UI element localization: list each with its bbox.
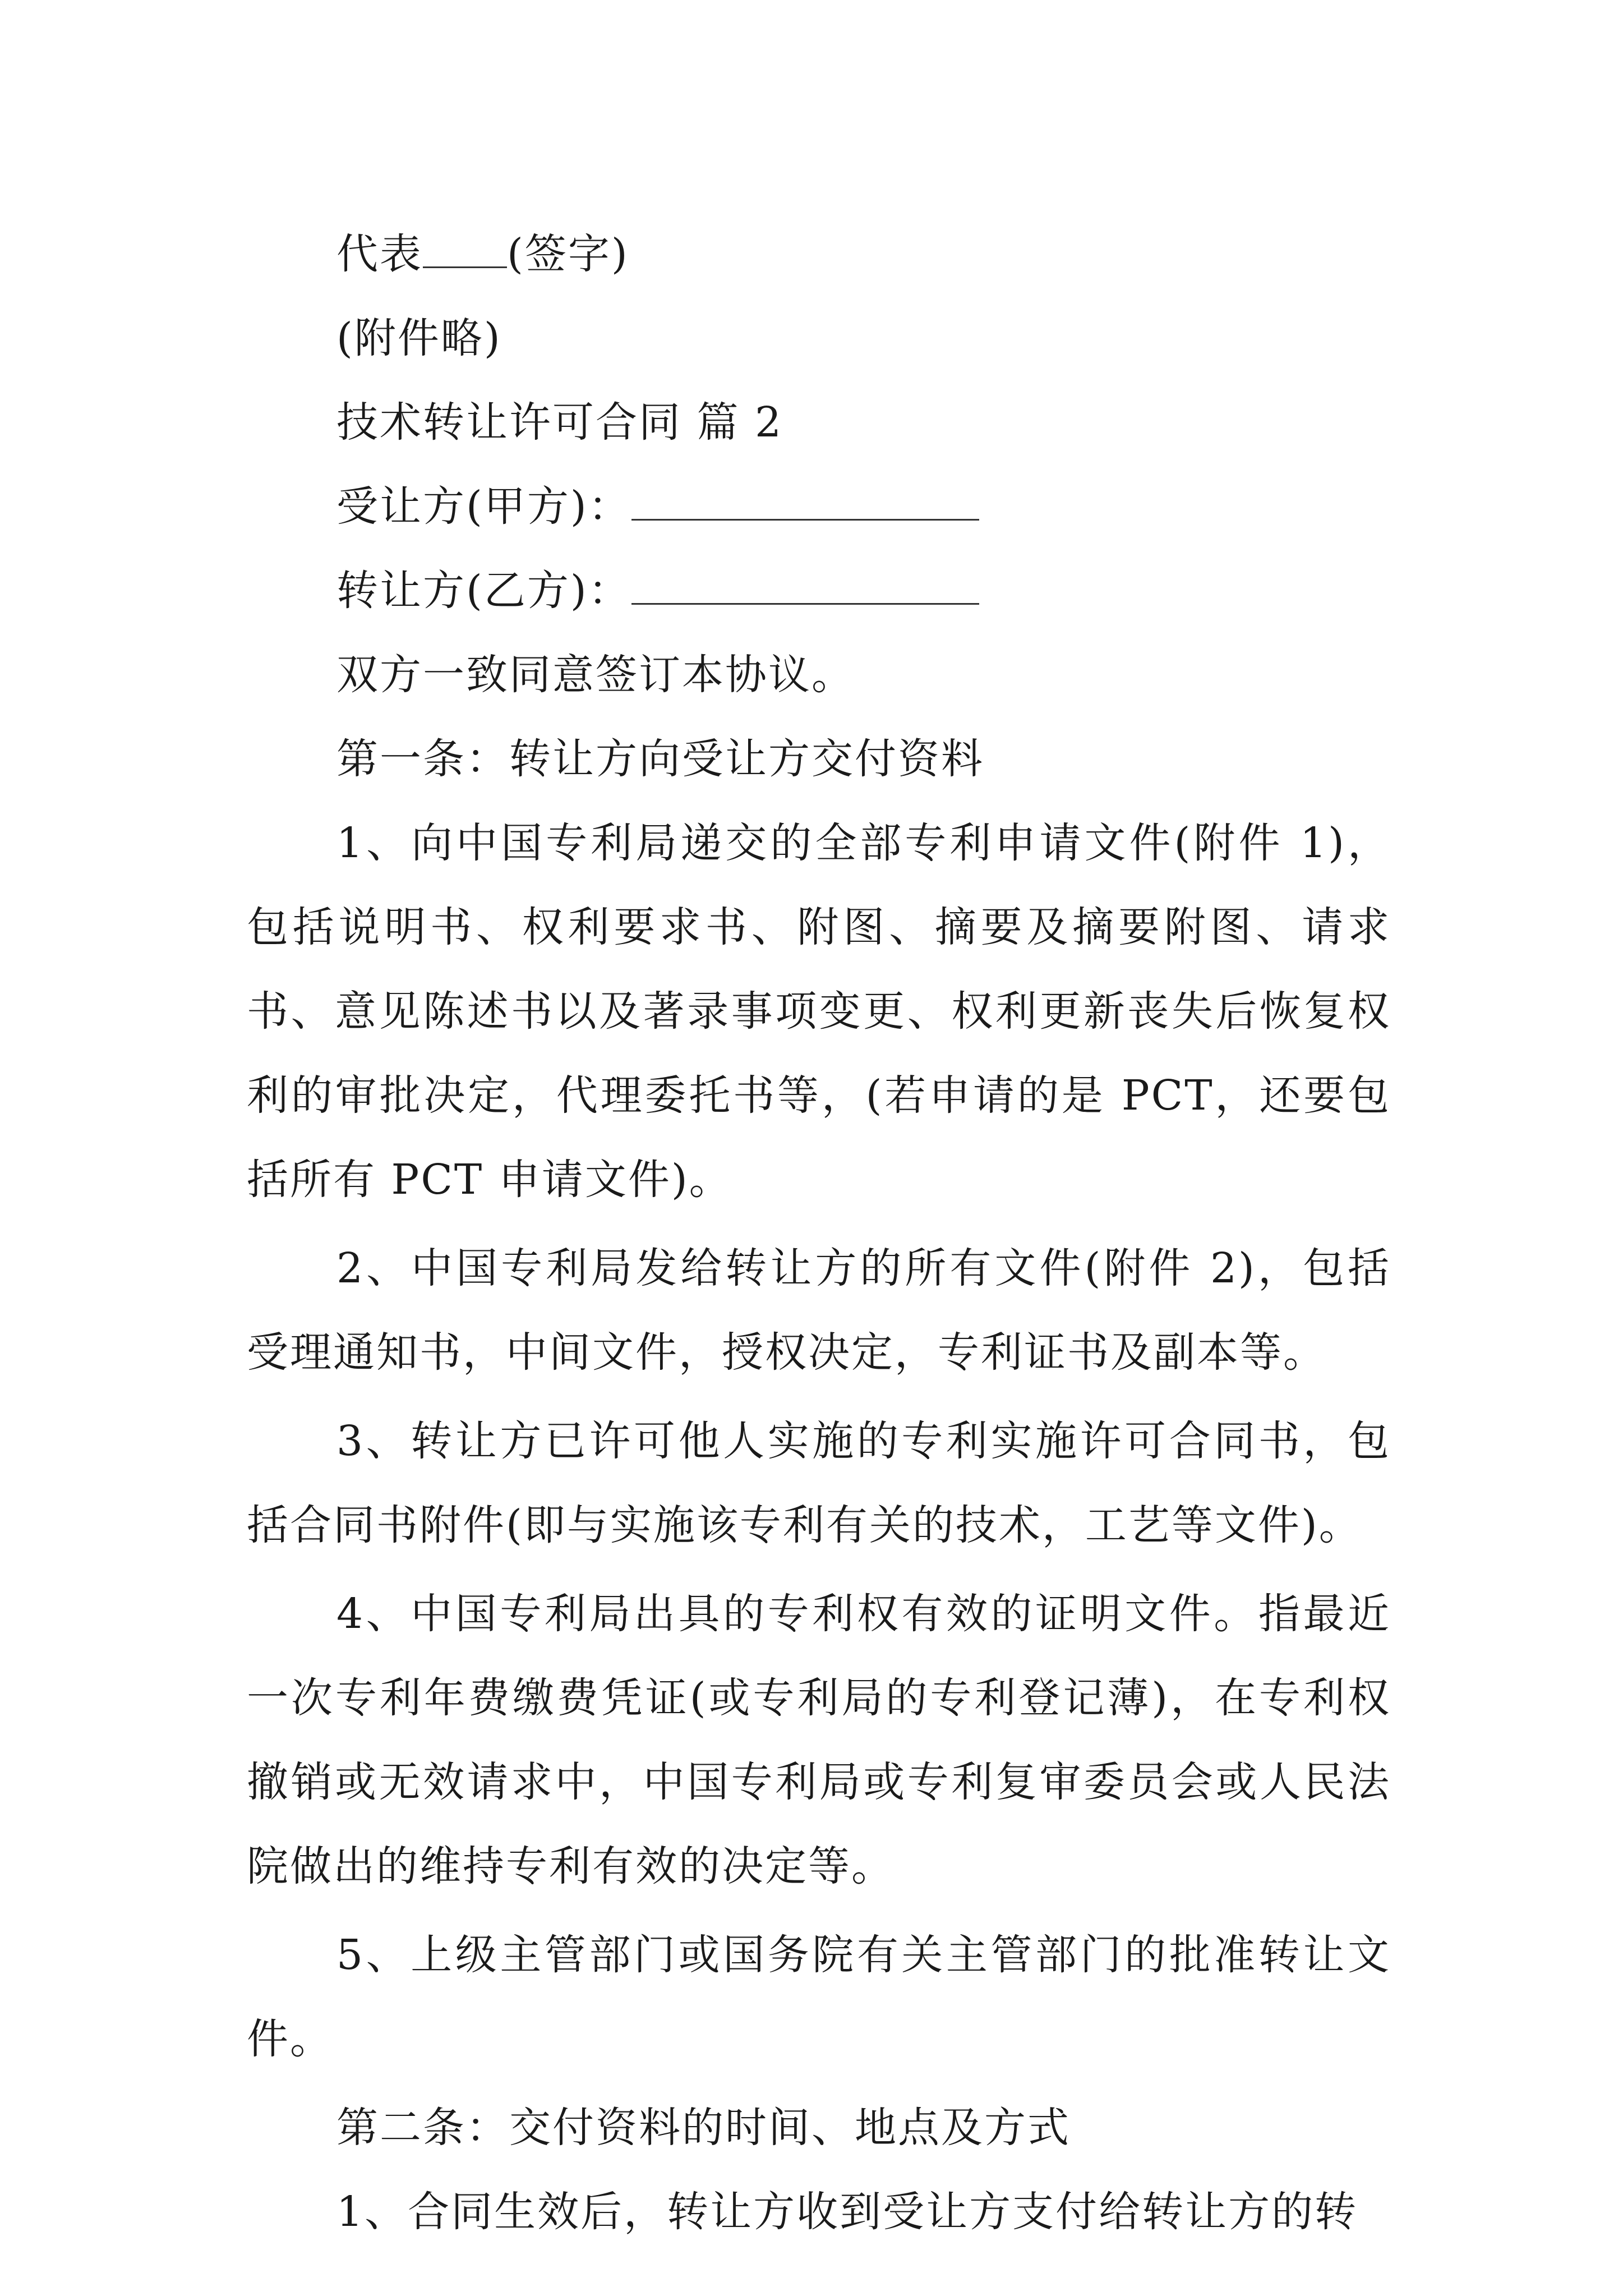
representative-label: 代表	[336, 230, 423, 278]
article-1-item-4: 4、中国专利局出具的专利权有效的证明文件。指最近一次专利年费缴费凭证(或专利局的专利登记薄)，在专利权撤销或无效请求中，中国专利局或专利复审委员会或人民法院做出的维持专利有效的决定等。	[247, 1590, 1391, 1890]
party-b-line	[247, 549, 1391, 633]
signature-blank	[423, 233, 507, 268]
document-page	[247, 212, 1391, 2254]
party-b-blank	[631, 569, 979, 605]
party-a-line	[247, 464, 1391, 549]
party-b-label: 转让方(乙方)：	[336, 567, 631, 615]
contract-title: 技术转让许可合同 篇 2	[336, 398, 783, 447]
article-1-item-5: 5、上级主管部门或国务院有关主管部门的批准转让文件。	[247, 1931, 1391, 2063]
article-1-item-2: 2、中国专利局发给转让方的所有文件(附件 2)，包括受理通知书，中间文件，授权决定，专利证书及副本等。	[247, 1244, 1391, 1377]
article-2-item-1: 1、合同生效后，转让方收到受让方支付给转让方的转	[336, 2188, 1358, 2236]
article-1-item-1: 1、向中国专利局递交的全部专利申请文件(附件 1)，包括说明书、权利要求书、附图、摘要及摘要附图、请求书、意见陈述书以及著录事项变更、权利更新丧失后恢复权利的审批决定，代理委托书等，(若申请的是 PCT，还要包括所有 PCT 申请文件)。	[247, 819, 1391, 1204]
article-1-item-3: 3、转让方已许可他人实施的专利实施许可合同书，包括合同书附件(即与实施该专利有关的技术，工艺等文件)。	[247, 1417, 1391, 1549]
attachment-note: (附件略)	[336, 314, 502, 362]
article-2-heading: 第二条：交付资料的时间、地点及方式	[336, 2104, 1071, 2152]
party-a-blank	[631, 485, 979, 521]
party-a-label: 受让方(甲方)：	[336, 482, 631, 531]
article-1-heading: 第一条：转让方向受让方交付资料	[336, 735, 984, 783]
signature-label: (签字)	[507, 230, 629, 278]
representative-signature-line	[247, 212, 1391, 296]
agreement-statement: 双方一致同意签订本协议。	[336, 651, 855, 699]
